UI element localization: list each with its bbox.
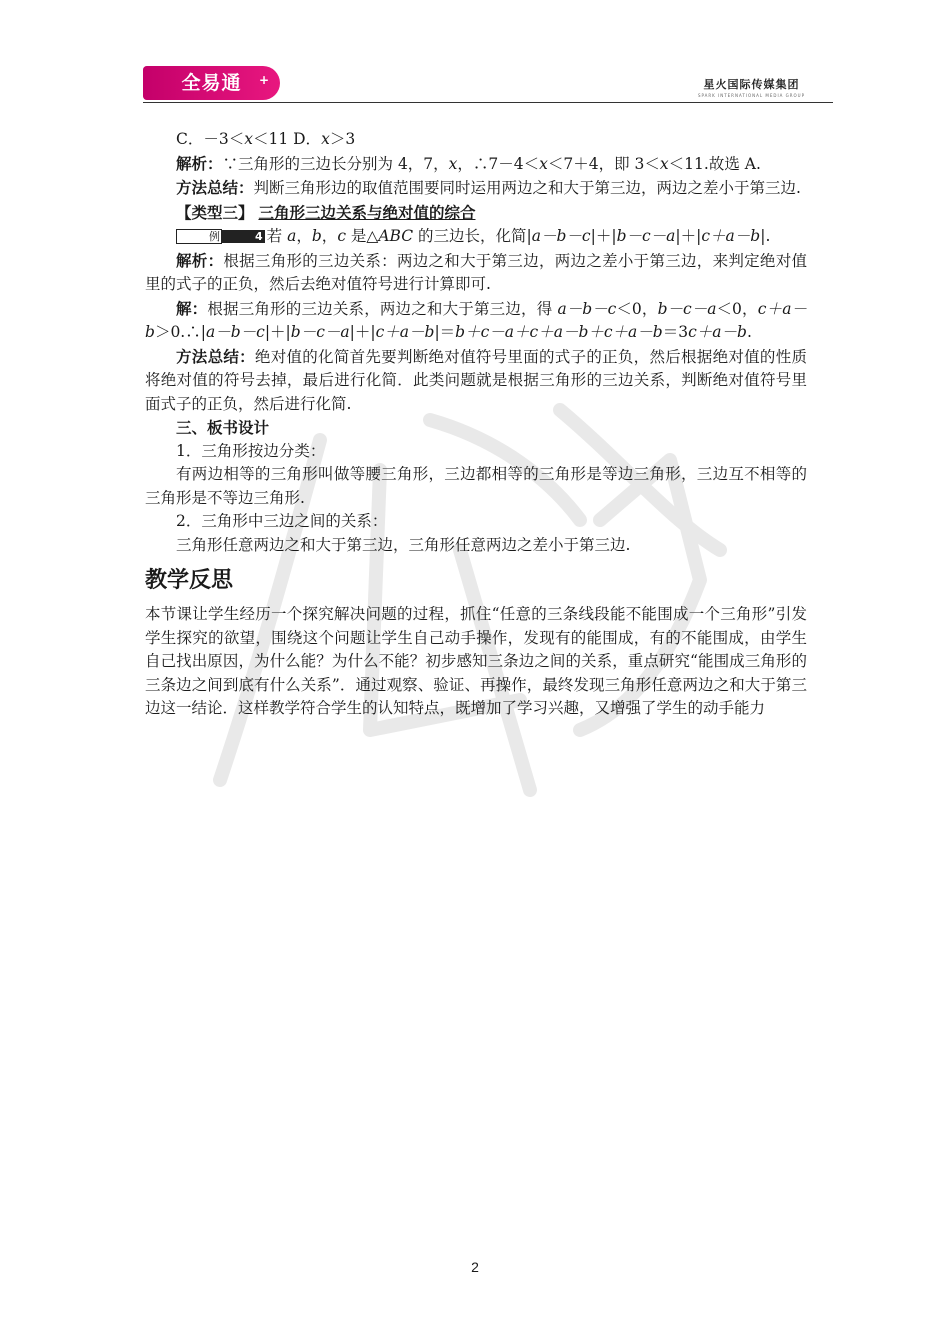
- reflection-paragraph: 本节课让学生经历一个探究解决问题的过程，抓住“任意的三条线段能不能围成一个三角形”引发学生探究的欲望，围绕这个问题让学生自己动手操作，发现有的能围成，有的不能围成，由学生自己找出原因，为什么能？为什么不能？初步感知三条边之间的关系，重点研究“能围成三角形的三条边之间到底有什么关系”．通过观察、验证、再操作，最终发现三角形任意两边之和大于第三边这一结论．这样教学符合学生的认知特点，既增加了学习兴趣，又增强了学生的动手能力: [145, 605, 807, 717]
- board-item-2: 2．三角形中三边之间的关系：: [176, 512, 388, 530]
- analysis-line: 解析：∵三角形的三边长分别为 4，7，x，∴7－4＜x＜7＋4，即 3＜x＜11.故选 A.: [176, 153, 761, 173]
- analysis-paragraph: 解析：根据三角形的三边关系：两边之和大于第三边，两边之差小于第三边，来判定绝对值里的式子的正负，然后去绝对值符号进行计算即可.: [145, 250, 807, 293]
- logo-star-icon: +: [258, 73, 270, 87]
- header-divider: [143, 102, 833, 103]
- section-heading-board: 三、板书设计: [176, 418, 270, 437]
- board-item-2-text: 三角形任意两边之和大于第三边，三角形任意两边之差小于第三边.: [176, 535, 631, 554]
- brand-name-en: SPARK INTERNATIONAL MEDIA GROUP: [697, 93, 805, 98]
- page-header: [143, 66, 833, 106]
- method-summary: 方法总结：判断三角形边的取值范围要同时运用两边之和大于第三边，两边之差小于第三边.: [176, 178, 801, 197]
- brand-name: 星火国际传媒集团: [703, 78, 800, 91]
- page-number: 2: [471, 1259, 479, 1275]
- board-item-1-text: 有两边相等的三角形叫做等腰三角形，三边都相等的三角形是等边三角形，三边互不相等的三角形是不等边三角形.: [145, 465, 807, 507]
- reflection-heading: 教学反思: [145, 568, 234, 593]
- type-heading: 【类型三】 三角形三边关系与绝对值的综合: [176, 202, 476, 222]
- solution-paragraph: 解：根据三角形的三边关系，两边之和大于第三边，得 a－b－c＜0，b－c－a＜0，c＋a－b＞0.∴|a－b－c|＋|b－c－a|＋|c＋a－b|＝b＋c－a＋c＋a－b＋c＋a－b＝3c＋a－b.: [145, 298, 807, 341]
- example-badge-icon: 例: [176, 229, 222, 244]
- example-question: 例 4 若 a，b，c 是△ABC 的三边长，化简|a－b－c|＋|b－c－a|＋|c＋a－b|.: [145, 225, 807, 249]
- brand: [698, 76, 805, 98]
- logo: [143, 66, 280, 100]
- board-item-1: 1．三角形按边分类：: [176, 441, 326, 460]
- main-content: [145, 128, 807, 721]
- logo-text: 全易通: [181, 72, 242, 94]
- method-summary-2: 方法总结：绝对值的化简首先要判断绝对值符号里面的式子的正负，然后根据绝对值的性质将绝对值的符号去掉，最后进行化简．此类问题就是根据三角形的三边关系，判断绝对值符号里面式子的正负，然后进行化简.: [145, 346, 807, 413]
- option-line: C．－3＜x＜11 D．x＞3: [176, 130, 356, 148]
